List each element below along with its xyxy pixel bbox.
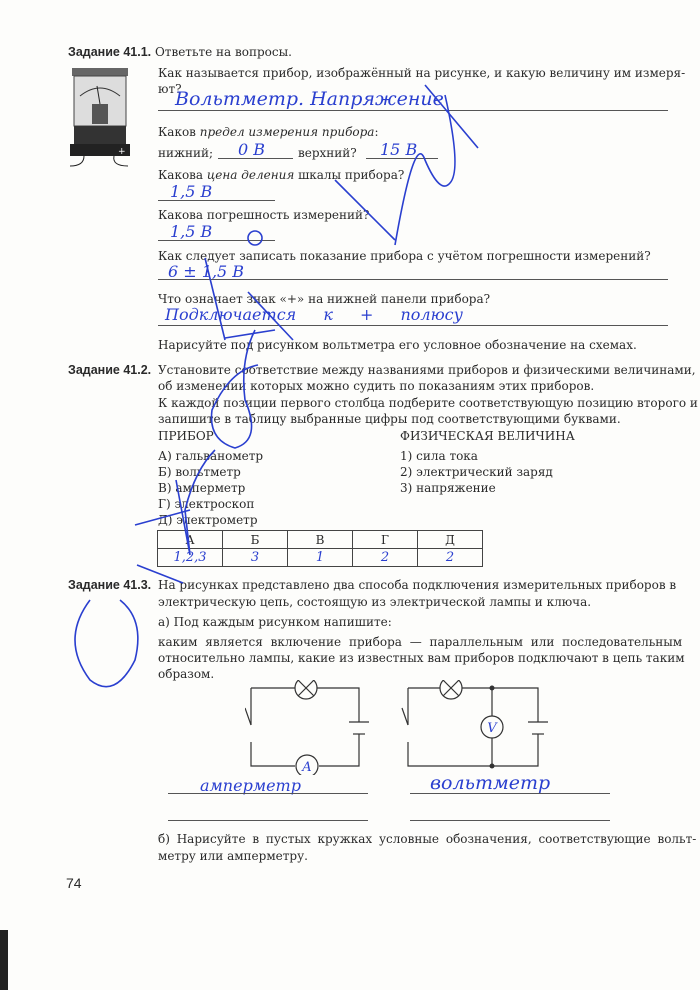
part-a-text: относительно лампы, какие из известных вам приборов подключают в цепь таким (158, 651, 685, 665)
task-text: К каждой позиции первого столбца подберите соответствующую позицию второго и (158, 396, 698, 410)
answer-1: Вольтметр. Напряжение (175, 88, 444, 110)
svg-text:+: + (118, 147, 126, 157)
right-header: ФИЗИЧЕСКАЯ ВЕЛИЧИНА (400, 429, 575, 443)
answer-4: 1,5 В (170, 222, 213, 241)
answer-5: 6 ± 1,5 В (168, 262, 245, 281)
q-text: Каков (158, 125, 200, 139)
instruction: Нарисуйте под рисунком вольтметра его условное обозначение на схемах. (158, 338, 637, 352)
right-item: 1) сила тока (400, 449, 478, 463)
page-number: 74 (66, 875, 82, 891)
part-a-text: каким является включение прибора — параллельным или последовательным (158, 635, 683, 649)
task-text: запишите в таблицу выбранные цифры под соответствующими буквами. (158, 412, 621, 426)
upper-label: верхний? (298, 146, 357, 160)
left-item: А) гальванометр (158, 449, 264, 463)
table-header: Б (223, 531, 288, 549)
answer-circuit-2: вольтметр (430, 772, 551, 794)
answer-6: Подключается к + полюсу (165, 305, 463, 324)
left-item: Б) вольтметр (158, 465, 241, 479)
question-1-line1: Как называется прибор, изображённый на рисунке, и какую величину им измеря- (158, 66, 686, 80)
left-item: Г) электроскоп (158, 497, 255, 511)
task-text: На рисунках представлено два способа подключения измерительных приборов в (158, 578, 677, 592)
scan-edge (0, 930, 8, 990)
q-term: цена деления (206, 168, 295, 182)
question-4: Какова погрешность измерений? (158, 208, 370, 222)
task-intro: Ответьте на вопросы. (154, 45, 292, 59)
table-header: В (288, 531, 353, 549)
answer-3: 1,5 В (170, 182, 213, 201)
table-header: А (158, 531, 223, 549)
q-term: предел измерения прибора (199, 125, 375, 139)
part-a: а) Под каждым рисунком напишите: (158, 615, 392, 629)
table-cell: 1 (288, 549, 353, 567)
question-1-line2: ют? (158, 82, 182, 96)
part-b: б) Нарисуйте в пустых кружках условные обозначения, соответствующие вольт- (158, 832, 697, 846)
task-text: об изменении которых можно судить по показаниям этих приборов. (158, 379, 595, 393)
q-text: шкалы прибора? (294, 168, 405, 182)
part-a-text: образом. (158, 667, 215, 681)
voltmeter-symbol: V (487, 721, 497, 736)
table-cell: 2 (418, 549, 483, 567)
task-text: электрическую цепь, состоящую из электрической лампы и ключа. (158, 595, 592, 609)
ammeter-symbol: A (302, 760, 312, 775)
table-header: Д (418, 531, 483, 549)
table-cell: 3 (223, 549, 288, 567)
left-item: В) амперметр (158, 481, 246, 495)
lower-value: 0 В (238, 140, 266, 159)
right-item: 2) электрический заряд (400, 465, 553, 479)
question-5: Как следует записать показание прибора с учётом погрешности измерений? (158, 249, 651, 263)
table-header: Г (353, 531, 418, 549)
left-item: Д) электрометр (158, 513, 258, 527)
table-cell: 1,2,3 (158, 549, 223, 567)
q-text: Какова (158, 168, 207, 182)
task-title: Задание 41.3. (68, 578, 152, 592)
task-text: Установите соответствие между названиями приборов и физическими величинами, (158, 363, 696, 377)
left-header: ПРИБОР (158, 429, 214, 443)
part-b: метру или амперметру. (158, 849, 308, 863)
task-title: Задание 41.2. (68, 363, 152, 377)
q-text: : (374, 125, 379, 139)
upper-value: 15 В (380, 140, 418, 159)
right-item: 3) напряжение (400, 481, 496, 495)
table-cell: 2 (353, 549, 418, 567)
answer-circuit-1: амперметр (200, 776, 301, 795)
question-6: Что означает знак «+» на нижней панели прибора? (158, 292, 491, 306)
task-title: Задание 41.1. (68, 45, 152, 59)
lower-label: нижний; (158, 146, 214, 160)
